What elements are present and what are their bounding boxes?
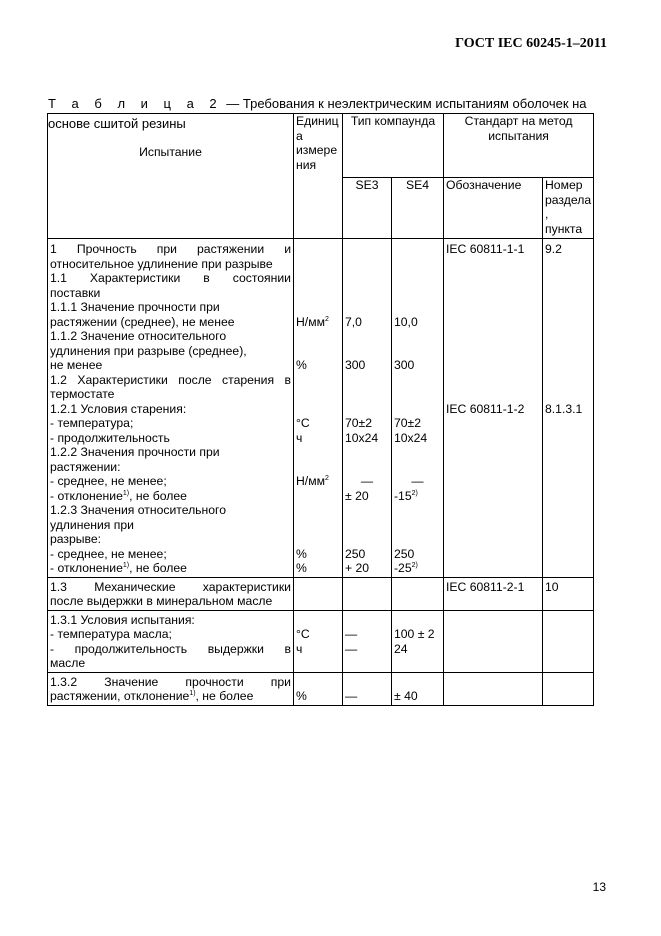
- designation-line: [446, 387, 540, 402]
- test-line: - отклонение$^{1)}$, не более: [50, 561, 187, 575]
- se3-line: [345, 300, 389, 315]
- superscript: 2: [324, 474, 329, 482]
- se4-line: 10,0: [394, 314, 418, 329]
- se4-line: 100 ± 2: [394, 627, 435, 641]
- unit-line: [296, 300, 340, 315]
- unit-line: [296, 580, 340, 595]
- se4-line: [394, 594, 441, 609]
- se3-line: 300: [345, 358, 366, 372]
- header-standard: [444, 114, 594, 178]
- test-line: удлинения при: [50, 517, 134, 532]
- unit-cell: [294, 672, 343, 705]
- se3-line: [345, 329, 389, 344]
- se3-line: 70±2: [345, 416, 373, 430]
- se4-line: [394, 402, 441, 417]
- se3-line: 7,0: [345, 314, 362, 329]
- se4-cell: [392, 610, 444, 672]
- unit-line: [296, 344, 340, 359]
- se4-line: [394, 656, 441, 671]
- se3-line: [345, 518, 389, 533]
- header-compound: [343, 114, 444, 178]
- se4-line: [394, 271, 441, 286]
- se4-line: [394, 675, 441, 690]
- unit-line: %: [296, 561, 307, 575]
- se4-line: [394, 580, 441, 595]
- se4-line: 300: [394, 358, 415, 372]
- document-code: ГОСТ IEC 60245-1–2011: [455, 36, 607, 51]
- se3-line: [345, 594, 389, 609]
- header-se3-label: SE3: [355, 178, 379, 192]
- table-caption-label: Т а б л и ц а 2: [48, 96, 223, 111]
- section-cell: [543, 610, 594, 672]
- unit-line: °С: [296, 627, 310, 641]
- header-section-line: раздела: [545, 192, 592, 207]
- designation-line: [446, 358, 540, 373]
- designation-line: [446, 257, 540, 272]
- section-line: [545, 329, 591, 344]
- superscript: 1): [189, 689, 196, 697]
- se4-cell: [392, 672, 444, 705]
- se4-line: [394, 329, 441, 344]
- se3-line: [345, 532, 389, 547]
- se4-cell: [392, 239, 444, 578]
- section-line: [545, 286, 591, 301]
- se3-line: [345, 344, 389, 359]
- test-line: масле: [50, 656, 86, 670]
- unit-line: [296, 503, 340, 518]
- header-se4: [392, 178, 444, 239]
- unit-line: [296, 402, 340, 417]
- unit-line: %: [296, 358, 307, 372]
- test-line: 1.3 Механические характеристики: [50, 579, 291, 594]
- se3-cell: [343, 577, 392, 610]
- se3-line: [345, 257, 389, 272]
- unit-line: [296, 675, 340, 690]
- se3-line: [345, 271, 389, 286]
- se3-line: [345, 460, 389, 475]
- unit-line: [296, 489, 340, 504]
- unit-line: [296, 271, 340, 286]
- unit-line: %: [296, 546, 307, 561]
- designation-line: [446, 344, 540, 359]
- designation-cell: [444, 577, 543, 610]
- se4-cell: [392, 577, 444, 610]
- se4-line: [394, 344, 441, 359]
- test-line: относительное удлинение при разрыве: [50, 256, 273, 271]
- designation-line: [446, 271, 540, 286]
- table-row: [48, 672, 594, 705]
- unit-line: [296, 613, 340, 628]
- section-line: 10: [545, 579, 559, 594]
- header-section: [543, 178, 594, 239]
- test-cell: [48, 672, 294, 705]
- header-section-line: Номер: [545, 178, 583, 192]
- test-line: поставки: [50, 285, 101, 300]
- se4-line: [394, 503, 441, 518]
- designation-cell: [444, 239, 543, 578]
- se3-cell: [343, 239, 392, 578]
- unit-line: [296, 594, 340, 609]
- section-line: [545, 271, 591, 286]
- test-line: 1.1.2 Значение относительного: [50, 329, 227, 343]
- se4-line: [394, 532, 441, 547]
- section-line: [545, 387, 591, 402]
- se4-line: 250: [394, 546, 415, 561]
- unit-cell: [294, 610, 343, 672]
- section-line: 9.2: [545, 242, 562, 256]
- test-line: 1.2.1 Условия старения:: [50, 401, 187, 416]
- test-line: растяжении (среднее), не менее: [50, 314, 235, 329]
- se3-cell: [343, 610, 392, 672]
- test-line: не менее: [50, 358, 103, 372]
- section-cell: [543, 577, 594, 610]
- se3-line: [345, 580, 389, 595]
- se4-line: [394, 300, 441, 315]
- header-section-line: пункта: [545, 221, 583, 236]
- se4-line: —: [411, 474, 424, 488]
- requirements-table: [47, 113, 594, 706]
- unit-cell: [294, 577, 343, 610]
- test-line: - продолжительность выдержки в: [50, 641, 291, 656]
- unit-line: [296, 242, 340, 257]
- designation-line: [446, 329, 540, 344]
- se3-line: [345, 503, 389, 518]
- section-line: [545, 373, 591, 388]
- test-line: - температура масла;: [50, 627, 172, 641]
- header-se4-label: SE4: [405, 178, 430, 192]
- header-unit-line: а: [296, 128, 303, 143]
- header-unit: [294, 114, 343, 239]
- se3-line: 10х24: [345, 430, 379, 445]
- unit-line: [296, 373, 340, 388]
- table-caption-text: — Требования к неэлектрическим испытаниям оболочек на основе сшитой резины: [48, 96, 587, 131]
- se4-line: [394, 257, 441, 272]
- designation-cell: [444, 610, 543, 672]
- test-line: растяжении, отклонение$^{1)}$, не более: [50, 689, 254, 703]
- unit-line: $Н/мм^2$: [296, 474, 329, 488]
- test-line: 1.2 Характеристики после старения в: [50, 372, 291, 387]
- unit-line: %: [296, 689, 307, 703]
- designation-line: [446, 373, 540, 388]
- se4-line: -25$^{2)}$: [394, 561, 418, 575]
- se4-line: [394, 613, 441, 628]
- se3-line: [345, 675, 389, 690]
- se4-line: 24: [394, 641, 408, 656]
- se4-line: [394, 460, 441, 475]
- superscript: 1): [122, 561, 130, 569]
- designation-line: [446, 286, 540, 301]
- header-unit-line: Единиц: [296, 114, 339, 128]
- designation-line: [446, 315, 540, 330]
- test-line: - продолжительность: [50, 430, 170, 445]
- test-line: 1.1.1 Значение прочности при: [50, 300, 220, 314]
- se4-line: 70±2: [394, 416, 422, 430]
- header-standard-line: испытания: [488, 128, 549, 143]
- designation-cell: [444, 672, 543, 705]
- unit-line: [296, 460, 340, 475]
- unit-line: [296, 329, 340, 344]
- header-test: [48, 114, 294, 239]
- header-unit-line: измере: [296, 143, 338, 157]
- test-line: удлинения при разрыве (среднее),: [50, 343, 247, 358]
- test-cell: [48, 577, 294, 610]
- se3-line: [345, 656, 389, 671]
- section-line: [545, 358, 591, 373]
- se3-line: [345, 445, 389, 460]
- test-line: термостате: [50, 387, 115, 401]
- header-compound-label: Тип компаунда: [350, 114, 436, 128]
- se4-line: [394, 242, 441, 257]
- header-designation: [444, 178, 543, 239]
- test-line: разрыве:: [50, 532, 102, 546]
- header-se3: [343, 178, 392, 239]
- unit-line: [296, 518, 340, 533]
- test-line: - отклонение$^{1)}$, не более: [50, 488, 187, 503]
- se3-line: [345, 613, 389, 628]
- test-line: 1 Прочность при растяжении и: [50, 242, 291, 256]
- unit-line: °С: [296, 416, 310, 430]
- se3-line: —: [345, 627, 358, 641]
- section-line: [545, 344, 591, 359]
- unit-cell: [294, 239, 343, 578]
- designation-line: [446, 300, 540, 315]
- test-line: 1.3.2 Значение прочности при: [50, 674, 291, 689]
- test-line: - среднее, не менее;: [50, 474, 167, 488]
- test-line: 1.2.3 Значения относительного: [50, 503, 226, 517]
- unit-line: [296, 532, 340, 547]
- page-number: 13: [592, 880, 606, 894]
- se4-line: [394, 518, 441, 533]
- se3-cell: [343, 672, 392, 705]
- se4-line: [394, 387, 441, 402]
- se3-line: —: [345, 641, 358, 656]
- header-section-line: ,: [545, 207, 549, 221]
- se3-line: [345, 373, 389, 388]
- section-line: [545, 257, 591, 272]
- test-cell: [48, 610, 294, 672]
- unit-line: [296, 387, 340, 402]
- designation-line: IEC 60811-2-1: [446, 579, 525, 594]
- unit-line: [296, 656, 340, 671]
- test-line: растяжении:: [50, 459, 121, 474]
- superscript: 2): [411, 561, 418, 569]
- test-line: - температура;: [50, 416, 134, 430]
- se3-line: [345, 242, 389, 257]
- test-line: 1.1 Характеристики в состоянии: [50, 271, 291, 285]
- se3-line: ± 20: [345, 488, 369, 503]
- designation-line: IEC 60811-1-2: [446, 401, 525, 416]
- se3-line: [345, 286, 389, 301]
- header-unit-line: ния: [296, 157, 317, 172]
- designation-line: IEC 60811-1-1: [446, 242, 525, 256]
- unit-line: [296, 286, 340, 301]
- superscript: 2: [324, 315, 329, 323]
- test-line: 1.3.1 Условия испытания:: [50, 612, 195, 627]
- se3-line: [345, 387, 389, 402]
- test-cell: [48, 239, 294, 578]
- se4-line: [394, 373, 441, 388]
- se4-line: [394, 445, 441, 460]
- superscript: 1): [122, 489, 130, 497]
- test-line: после выдержки в минеральном масле: [50, 594, 273, 608]
- unit-line: ч: [296, 641, 303, 656]
- se4-line: ± 40: [394, 689, 418, 703]
- unit-line: $Н/мм^2$: [296, 314, 329, 329]
- unit-line: [296, 445, 340, 460]
- header-test-label: Испытание: [139, 145, 202, 159]
- se4-line: 10х24: [394, 430, 428, 445]
- section-cell: [543, 239, 594, 578]
- table-row: [48, 239, 594, 578]
- unit-line: [296, 257, 340, 272]
- section-line: 8.1.3.1: [545, 401, 583, 416]
- table-row: [48, 577, 594, 610]
- section-cell: [543, 672, 594, 705]
- header-standard-line: Стандарт на метод: [464, 114, 573, 128]
- section-line: [545, 300, 591, 315]
- test-line: - среднее, не менее;: [50, 546, 167, 561]
- se4-line: [394, 286, 441, 301]
- se3-line: —: [345, 689, 358, 703]
- superscript: 2): [411, 489, 418, 497]
- se3-line: [345, 402, 389, 417]
- unit-line: ч: [296, 430, 303, 445]
- se3-line: 250: [345, 546, 366, 561]
- se3-line: —: [360, 474, 374, 488]
- test-line: 1.2.2 Значения прочности при: [50, 445, 220, 459]
- table-row: [48, 610, 594, 672]
- se3-line: + 20: [345, 561, 370, 575]
- header-designation-label: Обозначение: [446, 178, 522, 192]
- se4-line: -15$^{2)}$: [394, 488, 418, 503]
- section-line: [545, 315, 591, 330]
